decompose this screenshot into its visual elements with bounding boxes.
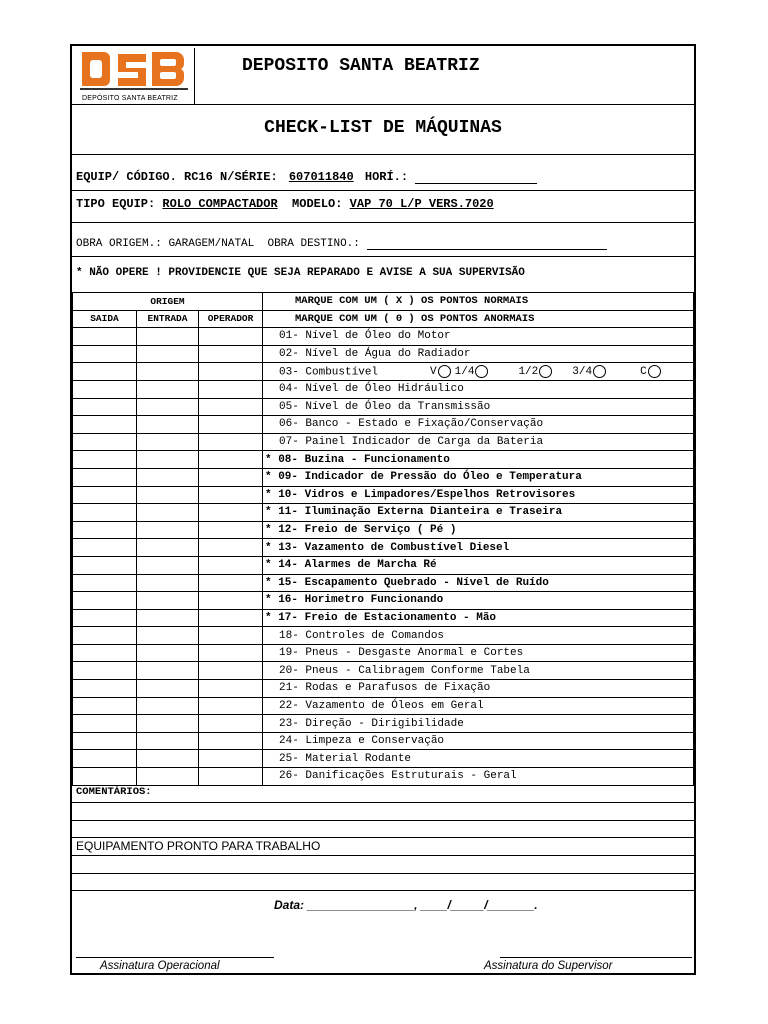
fuel-level-radio[interactable]	[648, 365, 661, 378]
entrada-cell[interactable]	[137, 592, 199, 610]
operational-signature-line[interactable]	[76, 957, 274, 958]
table-row	[73, 380, 694, 398]
operador-cell[interactable]	[199, 592, 263, 610]
checklist-item-label: * 12- Freio de Serviço ( Pé )	[265, 524, 457, 537]
checklist-item-label: * 17- Freio de Estacionamento - Mão	[265, 611, 497, 624]
saida-cell[interactable]	[73, 574, 137, 592]
operador-cell[interactable]	[199, 768, 263, 786]
table-row	[73, 363, 694, 381]
operador-cell[interactable]	[199, 574, 263, 592]
instr-normal: MARQUE COM UM ( X ) OS PONTOS NORMAIS	[263, 293, 694, 311]
table-row	[73, 732, 694, 750]
fuel-level-label: 1/2	[518, 366, 539, 379]
fuel-level-radio[interactable]	[438, 365, 451, 378]
table-row	[73, 345, 694, 363]
saida-cell[interactable]	[73, 468, 137, 486]
saida-cell[interactable]	[73, 750, 137, 768]
date-blanks[interactable]: ________________, ____/_____/_______.	[307, 898, 538, 912]
checklist-item	[263, 592, 694, 610]
table-row	[73, 627, 694, 645]
table-row	[73, 715, 694, 733]
saida-cell[interactable]	[73, 398, 137, 416]
checklist-item	[263, 662, 694, 680]
checklist-item-label: 23- Direção - Dirigibilidade	[279, 717, 464, 730]
operador-cell[interactable]	[199, 504, 263, 522]
entrada-cell[interactable]	[137, 451, 199, 469]
checklist-item	[263, 451, 694, 469]
entrada-cell[interactable]	[137, 697, 199, 715]
saida-cell[interactable]	[73, 539, 137, 557]
checklist-item-label: 22- Vazamento de Óleos em Geral	[279, 699, 484, 712]
operador-cell[interactable]	[199, 328, 263, 346]
entrada-cell[interactable]	[137, 416, 199, 434]
entrada-cell[interactable]	[137, 556, 199, 574]
divider	[72, 256, 694, 257]
divider	[72, 104, 694, 105]
checklist-item-label: * 14- Alarmes de Marcha Ré	[265, 559, 437, 572]
instr-anormal: MARQUE COM UM ( 0 ) OS PONTOS ANORMAIS	[263, 310, 694, 328]
comments-label: COMENTÁRIOS:	[76, 786, 152, 798]
checklist-item-label: 24- Limpeza e Conservação	[279, 735, 445, 748]
divider	[72, 873, 694, 874]
checklist-item-label: 03- Combustível	[279, 366, 379, 379]
operador-cell[interactable]	[199, 680, 263, 698]
table-row	[73, 539, 694, 557]
checklist-item	[263, 363, 694, 381]
table-row	[73, 486, 694, 504]
table-row	[73, 433, 694, 451]
operador-cell[interactable]	[199, 627, 263, 645]
table-row	[73, 697, 694, 715]
saida-cell[interactable]	[73, 416, 137, 434]
serie-value: 607011840	[288, 170, 354, 184]
saida-cell[interactable]	[73, 592, 137, 610]
checklist-item-label: * 10- Vidros e Limpadores/Espelhos Retrovisores	[265, 488, 576, 501]
operador-cell[interactable]	[199, 380, 263, 398]
table-row	[73, 662, 694, 680]
saida-cell[interactable]	[73, 732, 137, 750]
origem-header: ORIGEM	[73, 293, 263, 311]
checklist-item	[263, 556, 694, 574]
divider	[72, 855, 694, 856]
checklist-item	[263, 345, 694, 363]
hori-field[interactable]	[415, 183, 537, 184]
fuel-level-label: C	[640, 366, 647, 379]
serie-label: N/SÉRIE:	[220, 170, 278, 184]
saida-cell[interactable]	[73, 504, 137, 522]
table-row	[73, 768, 694, 786]
checklist-item-label: 05- Nível de Óleo da Transmissão	[279, 400, 491, 413]
obra-destino-field[interactable]	[367, 249, 607, 250]
obra-origem-label: OBRA ORIGEM.:	[76, 238, 162, 250]
table-row	[73, 556, 694, 574]
checklist-item-label: 19- Pneus - Desgaste Anormal e Cortes	[279, 647, 524, 660]
saida-cell[interactable]	[73, 662, 137, 680]
fuel-level-radio[interactable]	[593, 365, 606, 378]
operador-cell[interactable]	[199, 750, 263, 768]
operador-cell[interactable]	[199, 345, 263, 363]
entrada-cell[interactable]	[137, 345, 199, 363]
codigo-label: EQUIP/ CÓDIGO.	[76, 170, 177, 184]
saida-cell[interactable]	[73, 345, 137, 363]
saida-cell[interactable]	[73, 433, 137, 451]
obra-origem-value: GARAGEM/NATAL	[168, 238, 255, 250]
divider	[72, 190, 694, 191]
table-row	[73, 504, 694, 522]
modelo-value: VAP 70 L/P VERS.7020	[349, 197, 494, 211]
company-logo	[76, 48, 195, 105]
checklist-item	[263, 574, 694, 592]
divider	[72, 802, 694, 803]
checklist-item	[263, 416, 694, 434]
checklist-item	[263, 750, 694, 768]
operador-cell[interactable]	[199, 644, 263, 662]
entrada-cell[interactable]	[137, 504, 199, 522]
operador-cell[interactable]	[199, 486, 263, 504]
warning-text: * NÃO OPERE ! PROVIDENCIE QUE SEJA REPARADO E AVISE A SUA SUPERVISÃO	[76, 267, 525, 279]
divider	[72, 154, 694, 155]
operador-cell[interactable]	[199, 609, 263, 627]
table-row	[73, 328, 694, 346]
table-row	[73, 574, 694, 592]
checklist-item	[263, 539, 694, 557]
table-row	[73, 609, 694, 627]
divider	[72, 222, 694, 223]
operador-cell[interactable]	[199, 363, 263, 381]
checklist-item	[263, 521, 694, 539]
checklist-item-label: 01- Nível de Óleo do Motor	[279, 330, 451, 343]
operador-cell[interactable]	[199, 697, 263, 715]
sign-operational-label: Assinatura Operacional	[100, 960, 220, 972]
checklist-item-label: 20- Pneus - Calibragem Conforme Tabela	[279, 664, 530, 677]
checklist-item-label: * 11- Iluminação Externa Dianteira e Traseira	[265, 506, 563, 519]
checklist-item-label: 07- Painel Indicador de Carga da Bateria	[279, 436, 544, 449]
table-row	[73, 398, 694, 416]
entrada-cell[interactable]	[137, 662, 199, 680]
operador-cell[interactable]	[199, 715, 263, 733]
operador-cell[interactable]	[199, 416, 263, 434]
checklist-item	[263, 433, 694, 451]
codigo-value: RC16	[184, 170, 213, 184]
table-row	[73, 680, 694, 698]
fuel-level-label: 1/4	[454, 366, 475, 379]
checklist-item-label: * 16- Horimetro Funcionando	[265, 594, 444, 607]
checklist-item-label: * 09- Indicador de Pressão do Óleo e Temperatura	[265, 471, 582, 484]
dsb-logo-mark	[80, 50, 190, 92]
saida-cell[interactable]	[73, 486, 137, 504]
operador-cell[interactable]	[199, 398, 263, 416]
table-row	[73, 451, 694, 469]
entrada-cell[interactable]	[137, 609, 199, 627]
checklist-item	[263, 715, 694, 733]
table-row	[73, 521, 694, 539]
checklist-item-label: * 13- Vazamento de Combustível Diesel	[265, 541, 510, 554]
entrada-cell[interactable]	[137, 539, 199, 557]
entrada-cell[interactable]	[137, 627, 199, 645]
table-row	[73, 644, 694, 662]
entrada-cell[interactable]	[137, 680, 199, 698]
checklist-item-label: 06- Banco - Estado e Fixação/Conservação	[279, 418, 544, 431]
saida-cell[interactable]	[73, 627, 137, 645]
saida-cell[interactable]	[73, 380, 137, 398]
checklist-item-label: 02- Nível de Água do Radiador	[279, 348, 471, 361]
saida-cell[interactable]	[73, 363, 137, 381]
date-label: Data:	[274, 898, 305, 912]
table-row	[73, 750, 694, 768]
checklist-item	[263, 504, 694, 522]
operador-cell[interactable]	[199, 539, 263, 557]
saida-cell[interactable]	[73, 644, 137, 662]
operador-cell[interactable]	[199, 732, 263, 750]
saida-cell[interactable]	[73, 609, 137, 627]
checklist-item-label: 25- Material Rodante	[279, 752, 412, 765]
operador-cell[interactable]	[199, 556, 263, 574]
logo-subtitle: DEPÓSITO SANTA BEATRIZ	[82, 95, 178, 102]
table-row	[73, 592, 694, 610]
modelo-label: MODELO:	[292, 197, 343, 211]
checklist-item	[263, 680, 694, 698]
checklist-item	[263, 627, 694, 645]
checklist-item	[263, 380, 694, 398]
divider	[72, 837, 694, 838]
table-header-row	[73, 293, 694, 311]
checklist-item	[263, 732, 694, 750]
company-name: DEPOSITO SANTA BEATRIZ	[242, 56, 480, 76]
checklist-item-label: 04- Nível de Óleo Hidráulico	[279, 383, 464, 396]
saida-cell[interactable]	[73, 521, 137, 539]
checklist-item	[263, 328, 694, 346]
checklist-item-label: 18- Controles de Comandos	[279, 629, 445, 642]
tipo-value: ROLO COMPACTADOR	[162, 197, 278, 211]
entrada-cell[interactable]	[137, 750, 199, 768]
saida-cell[interactable]	[73, 556, 137, 574]
tipo-label: TIPO EQUIP:	[76, 197, 156, 211]
checklist-item-label: * 08- Buzina - Funcionamento	[265, 453, 450, 466]
supervisor-signature-line[interactable]	[500, 957, 692, 958]
obra-row	[76, 238, 607, 250]
entrada-cell[interactable]	[137, 715, 199, 733]
entrada-cell[interactable]	[137, 468, 199, 486]
checklist-item	[263, 468, 694, 486]
table-row	[73, 416, 694, 434]
saida-cell[interactable]	[73, 328, 137, 346]
checklist-item	[263, 768, 694, 786]
saida-cell[interactable]	[73, 451, 137, 469]
divider	[72, 820, 694, 821]
entrada-cell[interactable]	[137, 521, 199, 539]
sign-supervisor-label: Assinatura do Supervisor	[484, 960, 613, 972]
fuel-level-radio[interactable]	[475, 365, 488, 378]
checklist-item	[263, 398, 694, 416]
checklist-item	[263, 609, 694, 627]
tipo-row	[76, 197, 494, 211]
fuel-level-label: V	[430, 366, 437, 379]
entrada-cell[interactable]	[137, 732, 199, 750]
divider	[72, 890, 694, 891]
obra-destino-label: OBRA DESTINO.:	[267, 238, 360, 250]
table-header-row	[73, 310, 694, 328]
checklist-item-label: * 15- Escapamento Quebrado - Nível de Ruído	[265, 576, 549, 589]
operador-cell[interactable]	[199, 521, 263, 539]
entrada-cell[interactable]	[137, 574, 199, 592]
fuel-level-label: 3/4	[572, 366, 593, 379]
equip-row	[76, 170, 537, 184]
checklist-item-label: 26- Danificações Estruturais - Geral	[279, 770, 517, 783]
checklist-item-label: 21- Rodas e Parafusos de Fixação	[279, 682, 491, 695]
checklist-item	[263, 644, 694, 662]
entrada-cell[interactable]	[137, 398, 199, 416]
hori-label: HORÍ.:	[364, 170, 409, 184]
fuel-level-radio[interactable]	[539, 365, 552, 378]
entrada-cell[interactable]	[137, 380, 199, 398]
entrada-cell[interactable]	[137, 768, 199, 786]
col-operador: OPERADOR	[199, 310, 263, 328]
checklist-item	[263, 486, 694, 504]
operador-cell[interactable]	[199, 662, 263, 680]
checklist-item	[263, 697, 694, 715]
col-entrada: ENTRADA	[137, 310, 199, 328]
saida-cell[interactable]	[73, 697, 137, 715]
operador-cell[interactable]	[199, 451, 263, 469]
entrada-cell[interactable]	[137, 363, 199, 381]
saida-cell[interactable]	[73, 715, 137, 733]
table-row	[73, 468, 694, 486]
operador-cell[interactable]	[199, 468, 263, 486]
entrada-cell[interactable]	[137, 644, 199, 662]
entrada-cell[interactable]	[137, 433, 199, 451]
checklist-sheet	[70, 44, 696, 975]
ready-label: EQUIPAMENTO PRONTO PARA TRABALHO	[76, 839, 321, 853]
operador-cell[interactable]	[199, 433, 263, 451]
entrada-cell[interactable]	[137, 486, 199, 504]
checklist-table	[72, 292, 694, 786]
entrada-cell[interactable]	[137, 328, 199, 346]
saida-cell[interactable]	[73, 768, 137, 786]
col-saida: SAIDA	[73, 310, 137, 328]
date-row	[274, 898, 538, 912]
saida-cell[interactable]	[73, 680, 137, 698]
page-title: CHECK-LIST DE MÁQUINAS	[264, 118, 502, 138]
